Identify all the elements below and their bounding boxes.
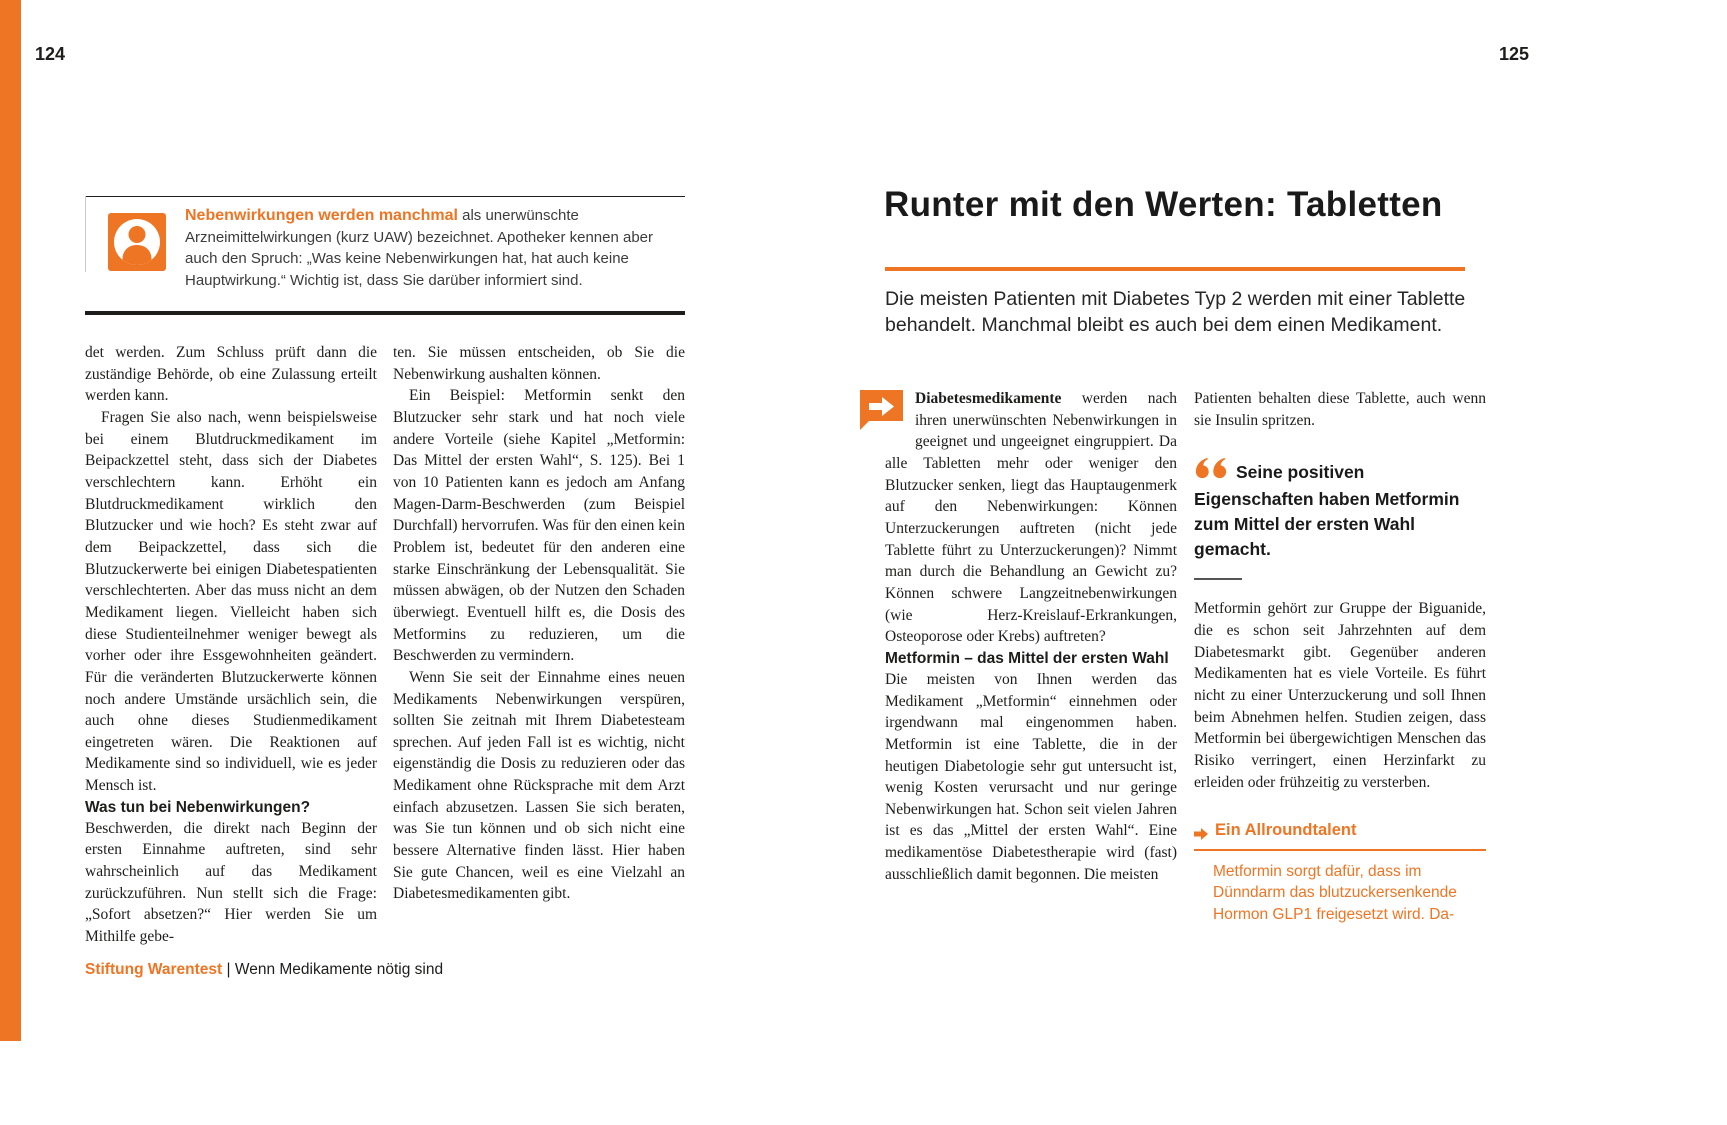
tip-arrow-icon xyxy=(1194,825,1208,837)
left-page-column-1 xyxy=(85,342,377,948)
paragraph: Beschwerden, die direkt nach Beginn der ersten Einnahme auftreten, sind sehr wahrscheinlich auf das Medikament zurückzuführen. Nun stellt sich die Frage: „Sofort absetzen?“ Hier werden Sie um Mithilfe gebe- xyxy=(85,819,377,946)
paragraph xyxy=(885,388,1177,648)
info-box-text: als unerwünschte Arzneimittelwirkungen (kurz UAW) bezeichnet. Apotheker kennen aber auch den Spruch: „Was keine Nebenwirkungen hat, hat auch keine Hauptwirkung.“ Wichtig ist, dass Sie darüber informiert sind. xyxy=(185,207,654,289)
tip-box xyxy=(1194,820,1486,925)
paragraph: Ein Beispiel: Metformin senkt den Blutzucker sehr stark und hat noch viele andere Vorteile (siehe Kapitel „Metformin: Das Mittel der ersten Wahl“, S. 125). Bei 1 von 10 Patienten kann es jedoch am Anfang Magen-Darm-Beschwerden (zum Beispiel Durchfall) hervorrufen. Was für den einen kein Problem ist, bedeutet für den anderen eine starke Einschränkung der Lebensqualität. Sie müssen abwägen, ob der Nutzen den Schaden überwiegt. Eventuell hilft es, die Dosis des Metformins zu reduzieren, um die Beschwerden zu vermindern. xyxy=(393,387,685,665)
footer-divider: | xyxy=(226,961,231,978)
info-box-bottom-rule xyxy=(85,311,685,315)
info-box xyxy=(85,205,685,291)
paragraph: Metformin gehört zur Gruppe der Biguanide, die es schon seit Jahrzehnten auf dem Diabetesmarkt gibt. Gegenüber anderen Medikamenten hat es viele Vorteile. Es führt nicht zu einer Unterzuckerung und soll Ihnen beim Abnehmen helfen. Studien zeigen, dass Metformin bei übergewichtigen Menschen das Risiko verringert, einen Herzinfarkt zu erleiden oder frühzeitig zu versterben. xyxy=(1194,600,1486,791)
page-number-right: 125 xyxy=(1499,44,1530,64)
paragraph: Fragen Sie also nach, wenn beispielsweise bei einem Blutdruckmedikament im Beipackzettel steht, dass sich der Diabetes verschlechtern kann. Erhöht ein Blutdruckmedikament wirklich den Blutzucker und wie hoch? Es steht zwar auf dem Beipackzettel, dass sich die Blutzuckerwerte bei einigen Diabetespatienten verschlechterten. Aber das muss nicht an dem Medikament liegen. Vielleicht haben sich diese Studienteilnehmer weniger bewegt als vorher oder ihre Essgewohnheiten geändert. Für die veränderten Blutzuckerwerte können noch andere Umstände ursächlich sein, die auch ohne dieses Studienmedikament eingetreten wären. Die Reaktionen auf Medikamente sind so individuell, wie es jeder Mensch ist. xyxy=(85,408,377,795)
paragraph: Patienten behalten diese Tablette, auch wenn sie Insulin spritzen. xyxy=(1194,390,1486,429)
paragraph: Wenn Sie seit der Einnahme eines neuen Medikaments Nebenwirkungen verspüren, sollten Sie zeitnah mit Ihrem Diabetesteam sprechen. Auf jeden Fall ist es wichtig, nicht eigenständig die Dosis zu reduzieren oder das Medikament ohne Rücksprache mit dem Arzt einfach abzusetzen. Lassen Sie sich beraten, was Sie tun können und ob sich nicht eine bessere Alternative finden lässt. Hier haben Sie gute Chancen, weil es eine Vielzahl an Diabetesmedikamenten gibt. xyxy=(393,668,685,903)
footer-chapter: Wenn Medikamente nötig sind xyxy=(234,961,444,978)
page-footer xyxy=(85,961,443,979)
paragraph-text: werden nach ihren unerwünschten Nebenwirkungen in geeignet und ungeeignet eingruppiert. Da alle Tabletten mehr oder weniger den Blutzucker senken, liegt das Hauptaugenmerk auf den Nebenwirkungen: Können Unterzuckerungen auftreten (nicht jede Tablette führt zu Unterzuckerungen)? Nimmt man durch die Behandlung an Gewicht zu? Können schwere Langzeitnebenwirkungen (wie Herz-Kreislauf-Erkrankungen, Osteoporose oder Krebs) auftreten? xyxy=(885,390,1177,646)
pull-quote xyxy=(1194,458,1486,562)
paragraph: ten. Sie müssen entscheiden, ob Sie die Nebenwirkung aushalten können. xyxy=(393,344,685,383)
pull-quote-text: Seine positiven Eigenschaften haben Metformin zum Mittel der ersten Wahl gemacht. xyxy=(1194,462,1460,560)
quote-divider xyxy=(1194,578,1242,580)
section-heading: Was tun bei Nebenwirkungen? xyxy=(85,798,311,816)
paragraph: det werden. Zum Schluss prüft dann die zuständige Behörde, ob eine Zulassung erteilt werden kann. xyxy=(85,344,377,405)
quote-icon xyxy=(1194,458,1228,487)
section-heading: Metformin – das Mittel der ersten Wahl xyxy=(885,649,1169,667)
title-accent-rule xyxy=(885,267,1465,271)
tip-text: Metformin sorgt dafür, dass im Dünndarm das blutzuckersenkende Hormon GLP1 freigesetzt wird. Da- xyxy=(1213,862,1457,923)
page-number-left: 124 xyxy=(35,44,66,64)
right-page-column-2 xyxy=(1194,388,1486,925)
chapter-title: Runter mit den Werten: Tabletten xyxy=(884,185,1443,224)
info-box-lead: Nebenwirkungen werden manchmal xyxy=(185,207,458,224)
left-page-column-2 xyxy=(393,342,685,905)
footer-brand: Stiftung Warentest xyxy=(85,961,223,978)
paragraph-lead: Diabetesmedikamente xyxy=(915,390,1062,407)
arrow-callout-icon xyxy=(857,390,903,430)
right-page-column-1 xyxy=(885,388,1177,885)
info-person-icon xyxy=(108,213,166,271)
tip-title: Ein Allroundtalent xyxy=(1215,821,1357,840)
tip-heading xyxy=(1194,820,1486,851)
page-edge-accent-bar xyxy=(0,0,21,1041)
paragraph: Die meisten von Ihnen werden das Medikament „Metformin“ einnehmen oder irgendwann mal eingenommen haben. Metformin ist eine Tablette, die in der heutigen Diabetologie sehr gut untersucht ist, wenig Kosten verursacht und nur geringe Nebenwirkungen hat. Schon seit vielen Jahren ist es das „Mittel der ersten Wahl“. Eine medikamentöse Diabetestherapie wird (fast) ausschließlich damit begonnen. Die meisten xyxy=(885,670,1177,883)
info-box-top-rule xyxy=(85,196,685,197)
chapter-intro: Die meisten Patienten mit Diabetes Typ 2 werden mit einer Tablette behandelt. Manchmal bleibt es auch bei dem einen Medikament. xyxy=(885,288,1466,336)
